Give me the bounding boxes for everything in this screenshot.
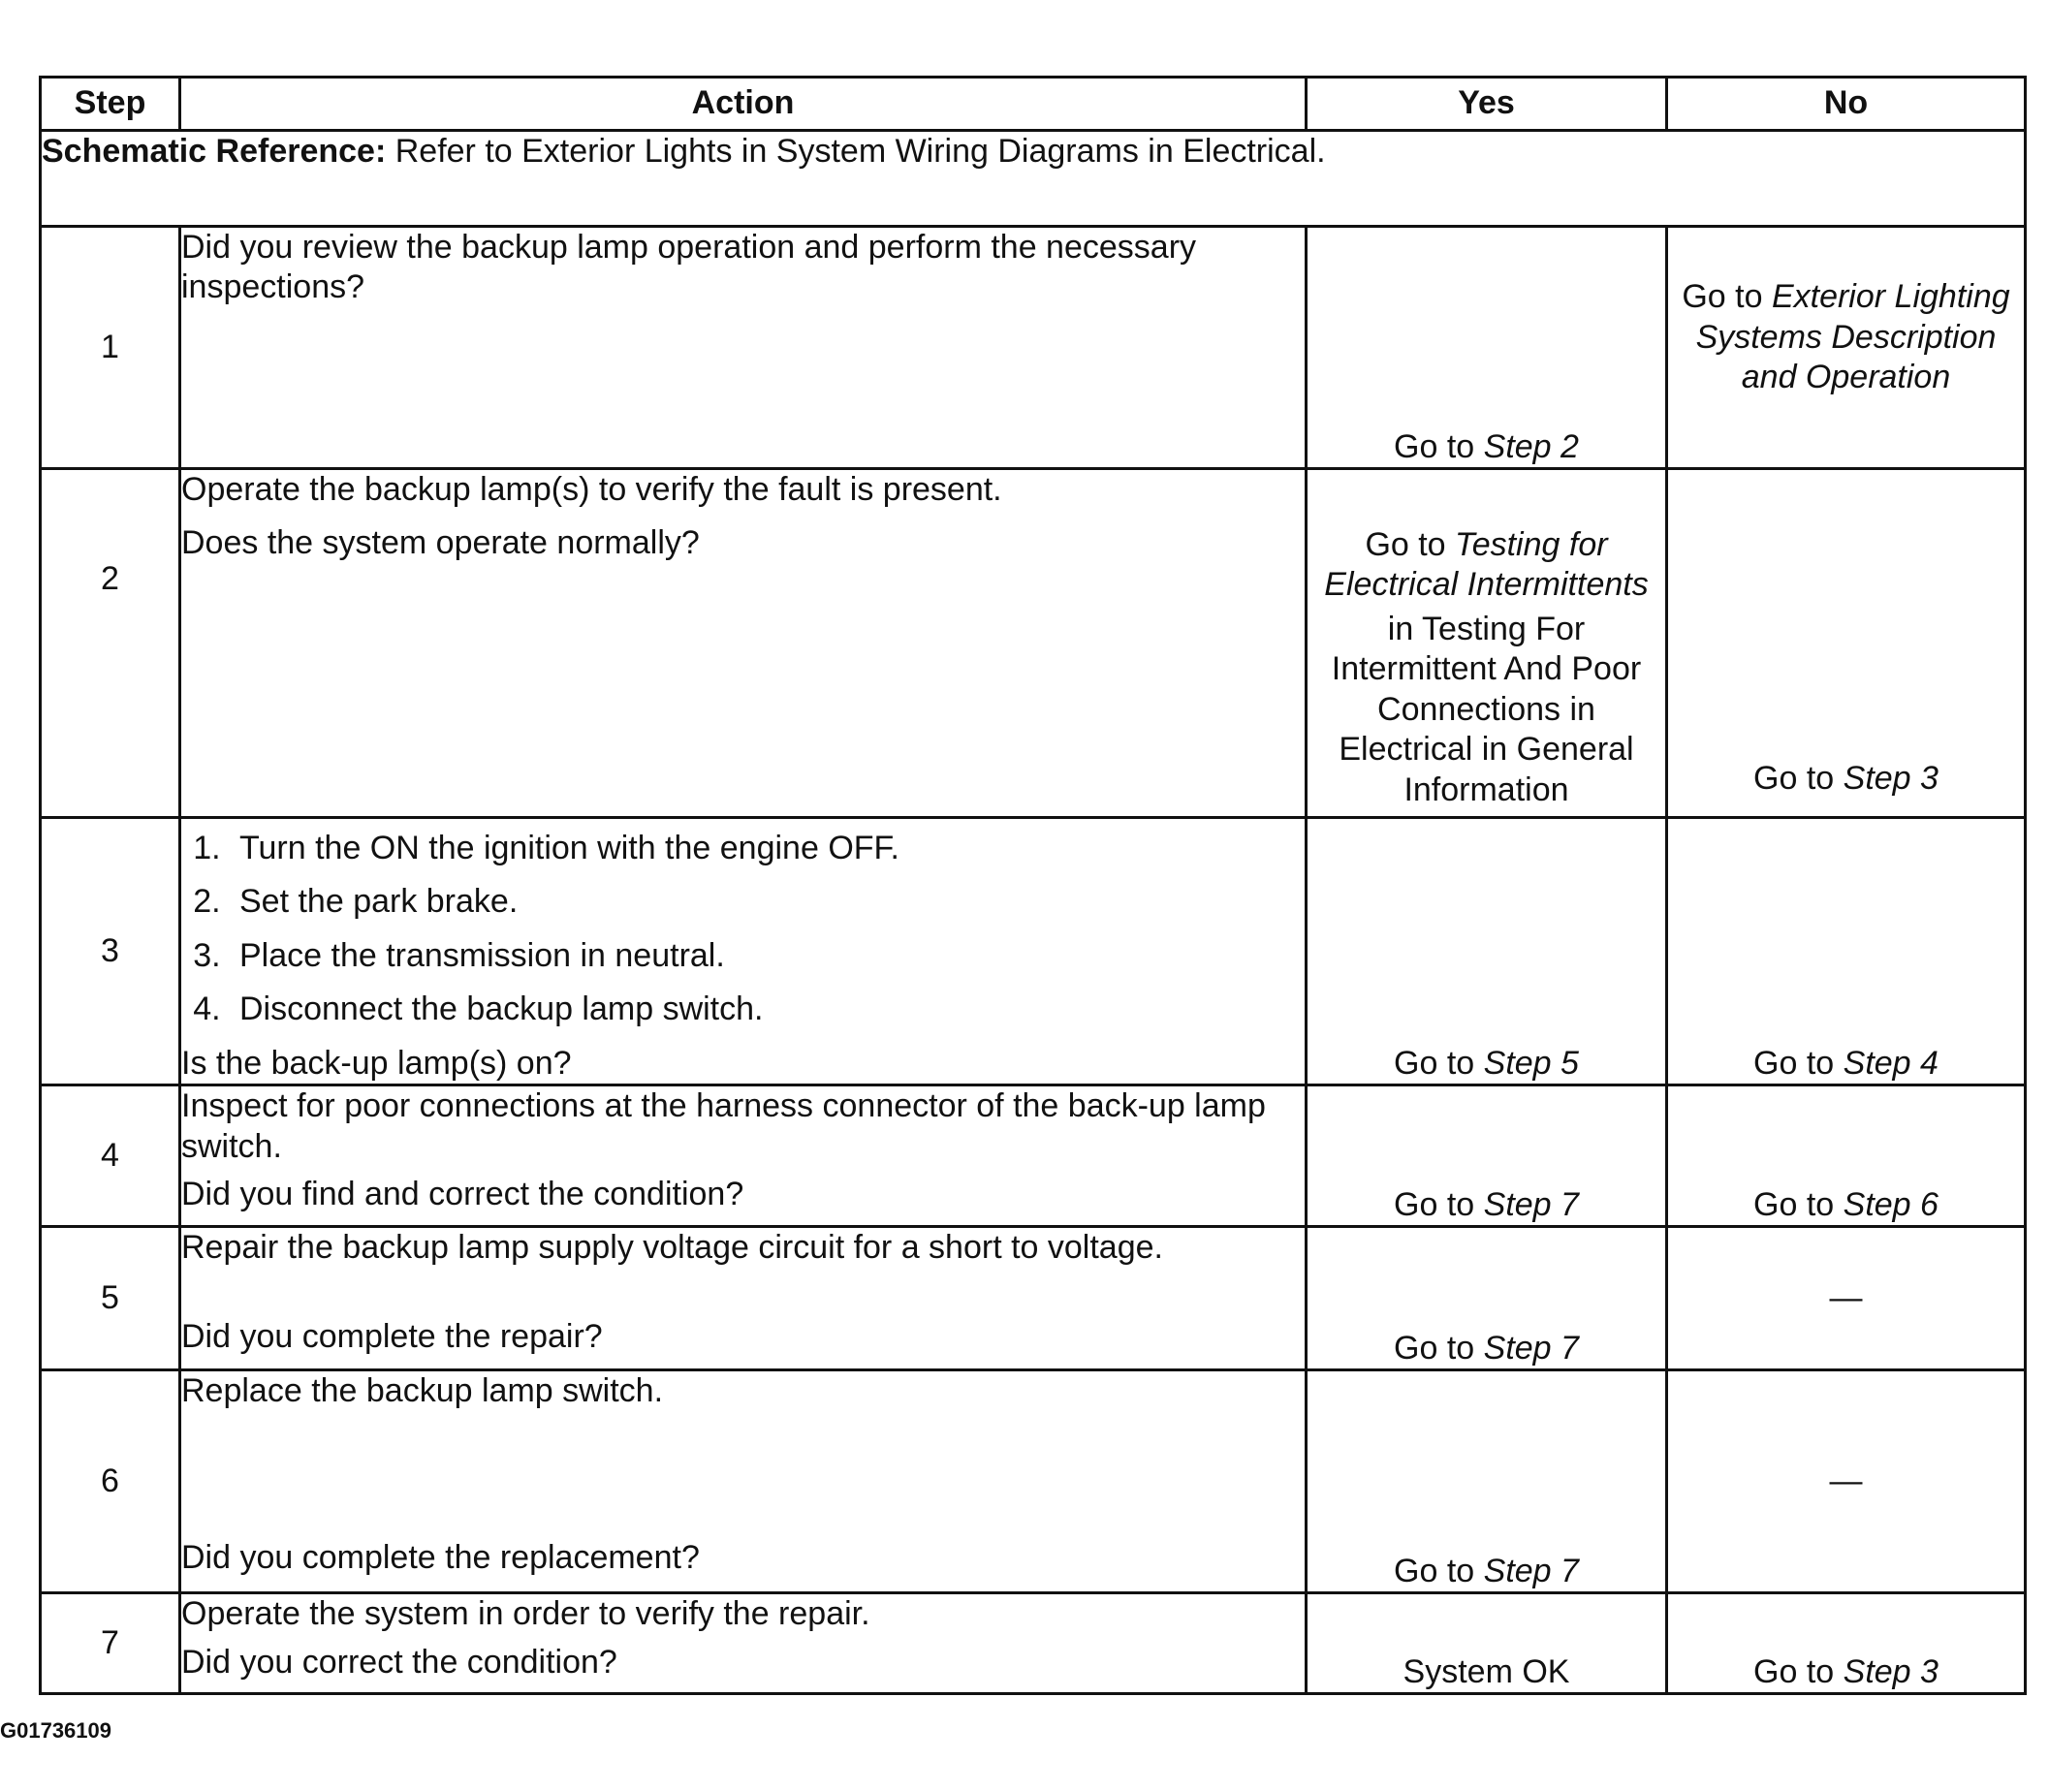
action-question: Did you complete the replacement?	[181, 1538, 700, 1576]
header-no: No	[1667, 78, 2026, 131]
schematic-reference-row	[41, 131, 2026, 227]
yes-cell	[1307, 1227, 1667, 1370]
no-link[interactable]: Step 4	[1843, 1044, 1939, 1082]
figure-id: G01736109	[0, 1718, 111, 1743]
no-cell	[1667, 469, 2026, 818]
step-row	[41, 818, 2026, 1085]
yes-prefix: Go to	[1394, 1044, 1484, 1082]
yes-link[interactable]: Step 2	[1483, 427, 1579, 465]
action-question: Did you complete the repair?	[181, 1317, 603, 1355]
schematic-reference	[41, 131, 2026, 227]
header-row	[41, 78, 2026, 131]
no-prefix: Go to	[1753, 1652, 1844, 1690]
action-text: Operate the backup lamp(s) to verify the fault is present.	[181, 471, 1002, 508]
no-dash: —	[1829, 1279, 1863, 1317]
no-cell	[1667, 1227, 2026, 1370]
yes-prefix: Go to	[1365, 525, 1456, 563]
yes-link[interactable]: Testing for Electrical Intermittents	[1324, 525, 1649, 604]
step-number: 3	[41, 818, 180, 1085]
no-prefix: Go to	[1753, 1185, 1844, 1223]
yes-cell	[1307, 1370, 1667, 1593]
instruction-item: 4. Disconnect the backup lamp switch.	[230, 990, 1305, 1029]
no-link[interactable]: Step 6	[1843, 1185, 1939, 1223]
schematic-reference-label: Schematic Reference:	[42, 133, 387, 170]
step-action	[180, 469, 1307, 818]
no-cell	[1667, 818, 2026, 1085]
action-instructions	[181, 829, 1305, 1030]
step-action	[180, 1227, 1307, 1370]
yes-text: System OK	[1403, 1652, 1570, 1690]
step-action	[180, 1370, 1307, 1593]
no-cell	[1667, 1370, 2026, 1593]
step-row	[41, 1227, 2026, 1370]
schematic-reference-text: Refer to Exterior Lights in System Wiring Diagrams in Electrical.	[394, 133, 1326, 170]
no-cell	[1667, 1593, 2026, 1694]
yes-link[interactable]: Step 7	[1483, 1185, 1579, 1223]
diagnostic-table	[39, 76, 2027, 1695]
step-row	[41, 1370, 2026, 1593]
action-question: Did you correct the condition?	[181, 1643, 617, 1681]
yes-cell	[1307, 469, 1667, 818]
yes-cell	[1307, 1593, 1667, 1694]
yes-link[interactable]: Step 5	[1483, 1044, 1579, 1082]
instruction-item: 1. Turn the ON the ignition with the engine OFF.	[230, 829, 1305, 868]
yes-prefix: Go to	[1394, 1552, 1484, 1589]
yes-cell	[1307, 227, 1667, 469]
yes-suffix: in Testing For Intermittent And Poor Connections in Electrical in General Information	[1331, 610, 1642, 808]
action-text: Repair the backup lamp supply voltage circuit for a short to voltage.	[181, 1229, 1163, 1267]
no-cell	[1667, 1085, 2026, 1227]
step-row	[41, 1085, 2026, 1227]
no-link[interactable]: Exterior Lighting Systems Description and Operation	[1695, 278, 2010, 396]
step-number: 1	[41, 227, 180, 469]
step-action	[180, 1593, 1307, 1694]
action-text: Operate the system in order to verify the repair.	[181, 1595, 870, 1633]
step-number: 6	[41, 1370, 180, 1593]
no-cell	[1667, 227, 2026, 469]
yes-link[interactable]: Step 7	[1483, 1329, 1579, 1367]
action-question: Did you find and correct the condition?	[181, 1176, 744, 1213]
action-question: Is the back-up lamp(s) on?	[181, 1044, 572, 1082]
yes-prefix: Go to	[1394, 1329, 1484, 1367]
no-prefix: Go to	[1753, 759, 1844, 797]
step-number: 7	[41, 1593, 180, 1694]
instruction-item: 3. Place the transmission in neutral.	[230, 936, 1305, 976]
header-yes: Yes	[1307, 78, 1667, 131]
action-text: Did you review the backup lamp operation and perform the necessary inspections?	[181, 229, 1197, 306]
yes-prefix: Go to	[1394, 427, 1484, 465]
step-number: 4	[41, 1085, 180, 1227]
step-number: 2	[41, 469, 180, 818]
step-action	[180, 227, 1307, 469]
step-action	[180, 1085, 1307, 1227]
no-dash: —	[1829, 1462, 1863, 1500]
step-action	[180, 818, 1307, 1085]
no-prefix: Go to	[1682, 278, 1772, 316]
step-row	[41, 1593, 2026, 1694]
no-link[interactable]: Step 3	[1843, 759, 1939, 797]
yes-prefix: Go to	[1394, 1185, 1484, 1223]
yes-cell	[1307, 1085, 1667, 1227]
no-prefix: Go to	[1753, 1044, 1844, 1082]
step-row	[41, 227, 2026, 469]
step-row	[41, 469, 2026, 818]
no-link[interactable]: Step 3	[1843, 1652, 1939, 1690]
action-question: Does the system operate normally?	[181, 524, 700, 562]
header-action: Action	[180, 78, 1307, 131]
action-text: Replace the backup lamp switch.	[181, 1372, 664, 1410]
header-step: Step	[41, 78, 180, 131]
step-number: 5	[41, 1227, 180, 1370]
action-text: Inspect for poor connections at the harness connector of the back-up lamp switch.	[181, 1087, 1266, 1165]
yes-link[interactable]: Step 7	[1483, 1552, 1579, 1589]
instruction-item: 2. Set the park brake.	[230, 882, 1305, 922]
yes-cell	[1307, 818, 1667, 1085]
